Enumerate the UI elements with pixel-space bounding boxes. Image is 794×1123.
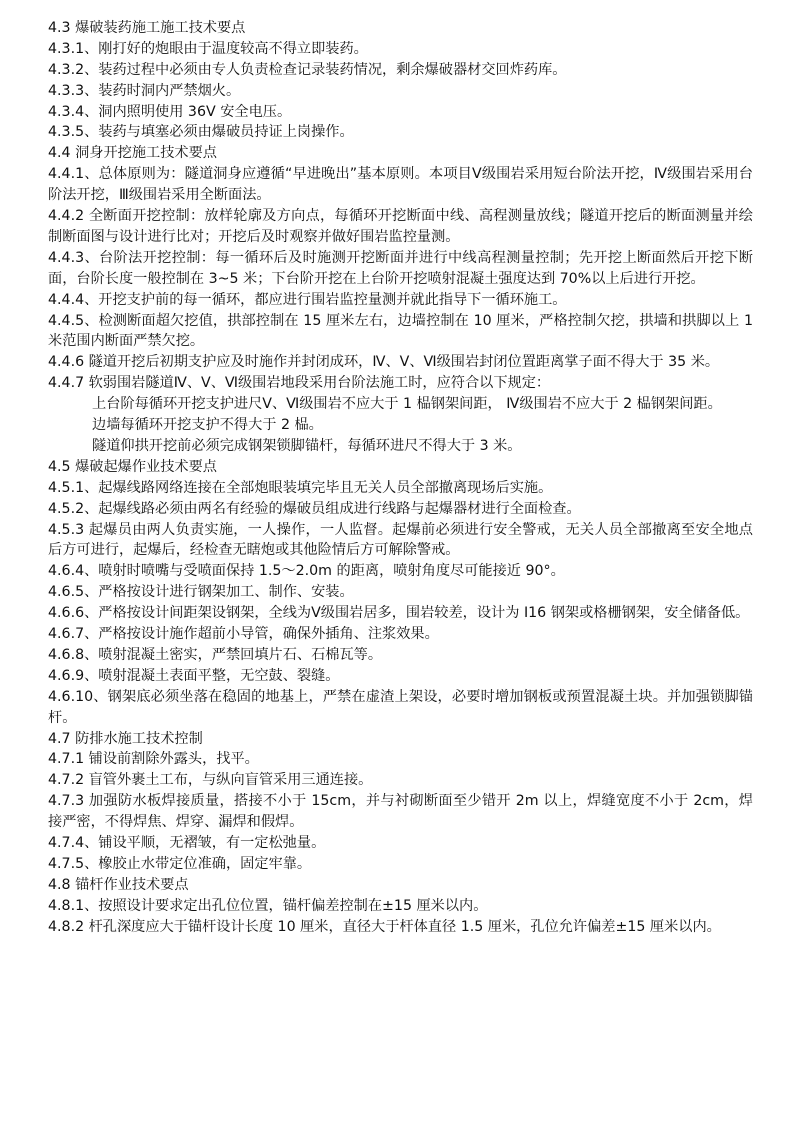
document-page bbox=[48, 18, 753, 937]
item-4-6-10: 4.6.10、钢架底必须坐落在稳固的地基上，严禁在虚渣上架设，必要时增加钢板或预置混凝土块。并加强锁脚锚杆。 bbox=[48, 688, 753, 726]
item-4-4-6: 4.4.6 隧道开挖后初期支护应及时施作并封闭成环，Ⅳ、Ⅴ、Ⅵ级围岩封闭位置距离掌子面不得大于 35 米。 bbox=[48, 354, 720, 371]
item-4-4-7-b: 边墙每循环开挖支护不得大于 2 榀。 bbox=[92, 417, 323, 434]
item-4-6-6: 4.6.6、严格按设计间距架设钢架，全线为Ⅴ级围岩居多，围岩较差，设计为 I16 钢架或格栅钢架，安全储备低。 bbox=[48, 605, 750, 622]
item-4-4-3: 4.4.3、台阶法开挖控制：每一循环后及时施测开挖断面并进行中线高程测量控制；先开挖上断面然后开挖下断面，台阶长度一般控制在 3~5 米；下台阶开挖在上台阶开挖喷射混凝土强度达到 70%以上后进行开挖。 bbox=[48, 249, 753, 287]
item-4-7-1: 4.7.1 铺设前割除外露头，找平。 bbox=[48, 751, 259, 768]
item-4-8-1: 4.8.1、按照设计要求定出孔位位置，锚杆偏差控制在±15 厘米以内。 bbox=[48, 897, 488, 914]
item-4-6-8: 4.6.8、喷射混凝土密实，严禁回填片石、石棉瓦等。 bbox=[48, 646, 383, 663]
item-4-5-2: 4.5.2、起爆线路必须由两名有经验的爆破员组成进行线路与起爆器材进行全面检查。 bbox=[48, 500, 581, 517]
item-4-4-5: 4.4.5、检测断面超欠挖值，拱部控制在 15 厘米左右，边墙控制在 10 厘米，严格控制欠挖，拱墙和拱脚以上 1 米范围内断面严禁欠挖。 bbox=[48, 312, 753, 350]
item-4-8-2: 4.8.2 杆孔深度应大于锚杆设计长度 10 厘米，直径大于杆体直径 1.5 厘米，孔位允许偏差±15 厘米以内。 bbox=[48, 918, 721, 935]
section-heading-4-5: 4.5 爆破起爆作业技术要点 bbox=[48, 458, 217, 475]
item-4-3-5: 4.3.5、装药与填塞必须由爆破员持证上岗操作。 bbox=[48, 124, 354, 141]
section-heading-4-4: 4.4 洞身开挖施工技术要点 bbox=[48, 145, 217, 162]
item-4-7-3: 4.7.3 加强防水板焊接质量，搭接不小于 15cm，并与衬砌断面至少错开 2m 以上，焊缝宽度不小于 2cm，焊接严密，不得焊焦、焊穿、漏焊和假焊。 bbox=[48, 793, 753, 831]
item-4-3-4: 4.3.4、洞内照明使用 36V 安全电压。 bbox=[48, 103, 292, 120]
item-4-4-1: 4.4.1、总体原则为：隧道洞身应遵循“早进晚出”基本原则。本项目Ⅴ级围岩采用短台阶法开挖，Ⅳ级围岩采用台阶法开挖，Ⅲ级围岩采用全断面法。 bbox=[48, 166, 753, 204]
item-4-5-3: 4.5.3 起爆员由两人负责实施，一人操作，一人监督。起爆前必须进行安全警戒，无关人员全部撤离至安全地点后方可进行，起爆后，经检查无瞎炮或其他险情后方可解除警戒。 bbox=[48, 521, 753, 559]
section-heading-4-3: 4.3 爆破装药施工施工技术要点 bbox=[48, 20, 246, 36]
item-4-6-9: 4.6.9、喷射混凝土表面平整，无空鼓、裂缝。 bbox=[48, 667, 340, 684]
section-heading-4-8: 4.8 锚杆作业技术要点 bbox=[48, 876, 189, 893]
item-4-3-3: 4.3.3、装药时洞内严禁烟火。 bbox=[48, 82, 241, 99]
item-4-5-1: 4.5.1、起爆线路网络连接在全部炮眼装填完毕且无关人员全部撤离现场后实施。 bbox=[48, 479, 553, 496]
item-4-7-2: 4.7.2 盲管外裹土工布，与纵向盲管采用三通连接。 bbox=[48, 772, 373, 789]
item-4-4-4: 4.4.4、开挖支护前的每一循环，都应进行围岩监控量测并就此指导下一循环施工。 bbox=[48, 291, 567, 308]
item-4-6-5: 4.6.5、严格按设计进行钢架加工、制作、安装。 bbox=[48, 584, 354, 601]
item-4-4-2: 4.4.2 全断面开挖控制：放样轮廓及方向点，每循环开挖断面中线、高程测量放线；隧道开挖后的断面测量并绘制断面图与设计进行比对；开挖后及时观察并做好围岩监控量测。 bbox=[48, 208, 753, 245]
item-4-6-7: 4.6.7、严格按设计施作超前小导管，确保外插角、注浆效果。 bbox=[48, 626, 439, 643]
item-4-6-4: 4.6.4、喷射时喷嘴与受喷面保持 1.5～2.0m 的距离，喷射角度尽可能接近 90°。 bbox=[48, 563, 565, 580]
item-4-4-7-c: 隧道仰拱开挖前必须完成钢架锁脚锚杆，每循环进尺不得大于 3 米。 bbox=[92, 437, 522, 454]
item-4-3-1: 4.3.1、刚打好的炮眼由于温度较高不得立即装药。 bbox=[48, 40, 368, 57]
item-4-4-7: 4.4.7 软弱围岩隧道Ⅳ、Ⅴ、Ⅵ级围岩地段采用台阶法施工时，应符合以下规定： bbox=[48, 375, 551, 392]
section-heading-4-7: 4.7 防排水施工技术控制 bbox=[48, 730, 203, 747]
item-4-7-5: 4.7.5、橡胶止水带定位准确，固定牢靠。 bbox=[48, 855, 312, 872]
item-4-3-2: 4.3.2、装药过程中必须由专人负责检查记录装药情况，剩余爆破器材交回炸药库。 bbox=[48, 61, 567, 78]
item-4-4-7-a: 上台阶每循环开挖支护进尺Ⅴ、Ⅵ级围岩不应大于 1 榀钢架间距， Ⅳ级围岩不应大于 2 榀钢架间距。 bbox=[92, 396, 722, 413]
item-4-7-4: 4.7.4、铺设平顺，无褶皱，有一定松弛量。 bbox=[48, 835, 326, 851]
